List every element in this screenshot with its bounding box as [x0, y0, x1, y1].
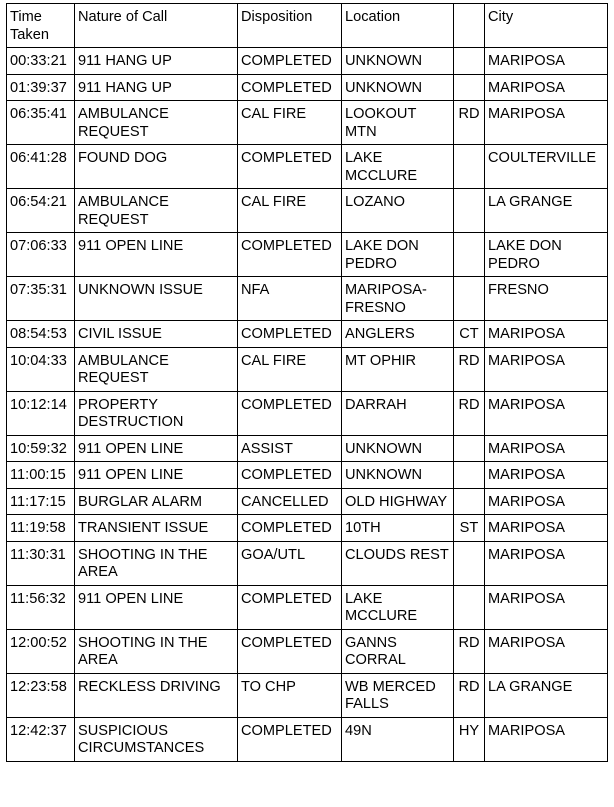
cell-city: MARIPOSA — [485, 391, 608, 435]
cell-city: MARIPOSA — [485, 48, 608, 75]
cell-disposition: ASSIST — [238, 435, 342, 462]
cell-time-taken: 11:00:15 — [7, 462, 75, 489]
cell-time-taken: 10:04:33 — [7, 347, 75, 391]
table-row — [7, 391, 608, 435]
table-row — [7, 585, 608, 629]
call-log-table — [6, 3, 608, 762]
cell-nature-of-call: TRANSIENT ISSUE — [75, 515, 238, 542]
cell-nature-of-call: RECKLESS DRIVING — [75, 673, 238, 717]
cell-time-taken: 11:30:31 — [7, 541, 75, 585]
cell-time-taken: 12:42:37 — [7, 717, 75, 761]
cell-street-suffix — [454, 48, 485, 75]
cell-street-suffix — [454, 541, 485, 585]
cell-disposition: CAL FIRE — [238, 347, 342, 391]
cell-disposition: COMPLETED — [238, 515, 342, 542]
cell-location: LAKE DON PEDRO — [342, 233, 454, 277]
cell-street-suffix — [454, 189, 485, 233]
cell-nature-of-call: CIVIL ISSUE — [75, 321, 238, 348]
cell-city: MARIPOSA — [485, 515, 608, 542]
table-row — [7, 629, 608, 673]
cell-location: LOZANO — [342, 189, 454, 233]
cell-disposition: CAL FIRE — [238, 101, 342, 145]
header-city: City — [485, 4, 608, 48]
cell-time-taken: 11:56:32 — [7, 585, 75, 629]
cell-time-taken: 12:00:52 — [7, 629, 75, 673]
cell-city: LAKE DON PEDRO — [485, 233, 608, 277]
cell-location: LAKE MCCLURE — [342, 145, 454, 189]
cell-location: CLOUDS REST — [342, 541, 454, 585]
cell-disposition: COMPLETED — [238, 48, 342, 75]
cell-time-taken: 06:35:41 — [7, 101, 75, 145]
header-time-taken — [7, 4, 75, 48]
cell-disposition: COMPLETED — [238, 321, 342, 348]
table-body — [7, 48, 608, 762]
header-row — [7, 4, 608, 48]
cell-street-suffix: RD — [454, 391, 485, 435]
table-row — [7, 48, 608, 75]
table-row — [7, 74, 608, 101]
cell-nature-of-call: SHOOTING IN THE AREA — [75, 541, 238, 585]
header-location: Location — [342, 4, 454, 48]
table-row — [7, 488, 608, 515]
header-nature-of-call: Nature of Call — [75, 4, 238, 48]
table-row — [7, 189, 608, 233]
cell-street-suffix — [454, 435, 485, 462]
cell-nature-of-call: PROPERTY DESTRUCTION — [75, 391, 238, 435]
header-time-line1: Time — [10, 9, 42, 25]
cell-time-taken: 10:12:14 — [7, 391, 75, 435]
cell-nature-of-call: AMBULANCE REQUEST — [75, 101, 238, 145]
cell-time-taken: 10:59:32 — [7, 435, 75, 462]
cell-time-taken: 08:54:53 — [7, 321, 75, 348]
cell-city: COULTERVILLE — [485, 145, 608, 189]
cell-street-suffix — [454, 145, 485, 189]
table-row — [7, 435, 608, 462]
table-row — [7, 673, 608, 717]
cell-location: GANNS CORRAL — [342, 629, 454, 673]
cell-location: UNKNOWN — [342, 435, 454, 462]
cell-time-taken: 00:33:21 — [7, 48, 75, 75]
cell-street-suffix: RD — [454, 629, 485, 673]
cell-city: MARIPOSA — [485, 101, 608, 145]
table-header — [7, 4, 608, 48]
cell-city: MARIPOSA — [485, 488, 608, 515]
cell-time-taken: 06:54:21 — [7, 189, 75, 233]
cell-city: MARIPOSA — [485, 717, 608, 761]
cell-location: MT OPHIR — [342, 347, 454, 391]
cell-street-suffix: CT — [454, 321, 485, 348]
cell-disposition: GOA/UTL — [238, 541, 342, 585]
cell-street-suffix — [454, 277, 485, 321]
table-row — [7, 515, 608, 542]
cell-location: WB MERCED FALLS — [342, 673, 454, 717]
cell-time-taken: 07:06:33 — [7, 233, 75, 277]
cell-location: OLD HIGHWAY — [342, 488, 454, 515]
cell-city: MARIPOSA — [485, 347, 608, 391]
cell-city: MARIPOSA — [485, 629, 608, 673]
cell-city: MARIPOSA — [485, 435, 608, 462]
cell-disposition: COMPLETED — [238, 462, 342, 489]
cell-nature-of-call: 911 OPEN LINE — [75, 435, 238, 462]
cell-disposition: COMPLETED — [238, 145, 342, 189]
cell-city: MARIPOSA — [485, 585, 608, 629]
cell-nature-of-call: AMBULANCE REQUEST — [75, 189, 238, 233]
cell-time-taken: 12:23:58 — [7, 673, 75, 717]
cell-nature-of-call: AMBULANCE REQUEST — [75, 347, 238, 391]
cell-location: UNKNOWN — [342, 74, 454, 101]
header-time-line2: Taken — [10, 26, 49, 43]
cell-nature-of-call: FOUND DOG — [75, 145, 238, 189]
cell-location: UNKNOWN — [342, 48, 454, 75]
cell-location: 10TH — [342, 515, 454, 542]
cell-street-suffix: HY — [454, 717, 485, 761]
cell-location: LAKE MCCLURE — [342, 585, 454, 629]
cell-location: DARRAH — [342, 391, 454, 435]
cell-disposition: COMPLETED — [238, 233, 342, 277]
cell-nature-of-call: 911 OPEN LINE — [75, 585, 238, 629]
cell-disposition: CAL FIRE — [238, 189, 342, 233]
cell-street-suffix: ST — [454, 515, 485, 542]
cell-nature-of-call: BURGLAR ALARM — [75, 488, 238, 515]
table-row — [7, 145, 608, 189]
cell-city: FRESNO — [485, 277, 608, 321]
cell-street-suffix — [454, 585, 485, 629]
cell-street-suffix — [454, 462, 485, 489]
cell-location: LOOKOUT MTN — [342, 101, 454, 145]
cell-disposition: COMPLETED — [238, 585, 342, 629]
cell-disposition: COMPLETED — [238, 391, 342, 435]
cell-nature-of-call: 911 HANG UP — [75, 48, 238, 75]
cell-nature-of-call: UNKNOWN ISSUE — [75, 277, 238, 321]
header-suffix — [454, 4, 485, 48]
table-row — [7, 321, 608, 348]
cell-location: ANGLERS — [342, 321, 454, 348]
cell-street-suffix: RD — [454, 673, 485, 717]
cell-disposition: CANCELLED — [238, 488, 342, 515]
cell-time-taken: 01:39:37 — [7, 74, 75, 101]
cell-city: LA GRANGE — [485, 189, 608, 233]
cell-city: MARIPOSA — [485, 74, 608, 101]
cell-location: MARIPOSA-FRESNO — [342, 277, 454, 321]
cell-street-suffix — [454, 488, 485, 515]
cell-nature-of-call: SUSPICIOUS CIRCUMSTANCES — [75, 717, 238, 761]
cell-location: 49N — [342, 717, 454, 761]
cell-city: MARIPOSA — [485, 541, 608, 585]
cell-nature-of-call: 911 HANG UP — [75, 74, 238, 101]
cell-disposition: COMPLETED — [238, 629, 342, 673]
cell-street-suffix: RD — [454, 347, 485, 391]
header-disposition: Disposition — [238, 4, 342, 48]
table-row — [7, 347, 608, 391]
table-row — [7, 462, 608, 489]
cell-city: LA GRANGE — [485, 673, 608, 717]
cell-time-taken: 11:17:15 — [7, 488, 75, 515]
cell-street-suffix: RD — [454, 101, 485, 145]
table-row — [7, 541, 608, 585]
cell-location: UNKNOWN — [342, 462, 454, 489]
cell-disposition: COMPLETED — [238, 74, 342, 101]
cell-disposition: TO CHP — [238, 673, 342, 717]
table-row — [7, 717, 608, 761]
cell-time-taken: 11:19:58 — [7, 515, 75, 542]
table-row — [7, 277, 608, 321]
cell-city: MARIPOSA — [485, 462, 608, 489]
cell-time-taken: 06:41:28 — [7, 145, 75, 189]
cell-disposition: NFA — [238, 277, 342, 321]
table-row — [7, 101, 608, 145]
table-row — [7, 233, 608, 277]
cell-nature-of-call: 911 OPEN LINE — [75, 233, 238, 277]
cell-city: MARIPOSA — [485, 321, 608, 348]
cell-street-suffix — [454, 233, 485, 277]
cell-nature-of-call: SHOOTING IN THE AREA — [75, 629, 238, 673]
cell-time-taken: 07:35:31 — [7, 277, 75, 321]
cell-nature-of-call: 911 OPEN LINE — [75, 462, 238, 489]
cell-disposition: COMPLETED — [238, 717, 342, 761]
cell-street-suffix — [454, 74, 485, 101]
